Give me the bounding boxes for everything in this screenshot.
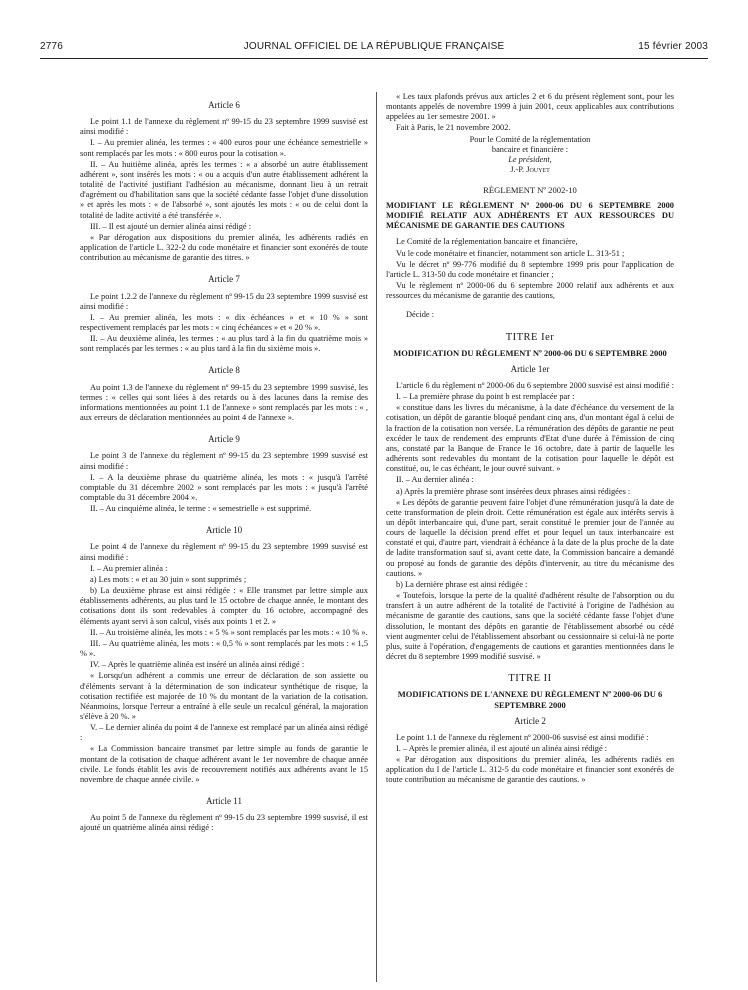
regulation-title: MODIFIANT LE RÈGLEMENT Nº 2000-06 DU 6 SEPTEMBRE 2000 MODIFIÉ RELATIF AUX ADHÉRENTS ET AUX RESSOURCES DU MÉCANISME DE GARANTIE DES CAUTIONS — [386, 201, 674, 231]
paragraph: Le point 1.2.2 de l'annexe du règlement nº 99-15 du 23 septembre 1999 susvisé est ainsi modifié : — [80, 291, 368, 311]
paragraph: L'article 6 du règlement nº 2000-06 du 6 septembre 2000 susvisé est ainsi modifié : — [396, 380, 674, 390]
article-8-heading: Article 8 — [208, 365, 240, 376]
paragraph: II. – Au dernier alinéa : — [396, 475, 474, 485]
paragraph: II. – Au deuxième alinéa, les termes : « au plus tard à la fin du quatrième mois » sont remplacés par les termes : « au plus tard à la fin du sixième mois ». — [80, 334, 368, 354]
paragraph: IV. – Après le quatrième alinéa est inséré un alinéa ainsi rédigé : — [90, 660, 305, 670]
article-2-heading: Article 2 — [514, 715, 546, 726]
paragraph: Vu le décret nº 99-776 modifié du 8 septembre 1999 pris pour l'application de l'article L. 313-50 du code monétaire et financier ; — [386, 259, 674, 279]
paragraph: Vu le règlement nº 2000-06 du 6 septembre 2000 relatif aux adhérents et aux ressources du mécanisme de garantie des cautions, — [386, 281, 674, 301]
place-date: Fait à Paris, le 21 novembre 2002. — [396, 123, 511, 133]
signature-role: Le président, — [508, 154, 552, 164]
article-7-heading: Article 7 — [208, 274, 240, 285]
right-column — [386, 92, 674, 982]
titre-2-subtitle: MODIFICATIONS DE L'ANNEXE DU RÈGLEMENT Nº 2000-06 DU 6 SEPTEMBRE 2000 — [397, 689, 663, 710]
paragraph: a) Après la première phrase sont insérées deux phrases ainsi rédigées : — [396, 486, 631, 496]
paragraph: I. – Après le premier alinéa, il est ajouté un alinéa ainsi rédigé : — [396, 743, 608, 753]
article-11-heading: Article 11 — [206, 796, 242, 807]
paragraph: Le Comité de la réglementation bancaire et financière, — [396, 237, 578, 247]
paragraph: I. – La première phrase du point b est remplacée par : — [396, 392, 575, 402]
paragraph: II. – Au troisième alinéa, les mots : « 5 % » sont remplacés par les mots : « 10 % ». — [90, 627, 368, 637]
article-1-heading: Article 1er — [510, 363, 550, 374]
paragraph: Le point 4 de l'annexe du règlement nº 99-15 du 23 septembre 1999 susvisé est ainsi modifié : — [80, 542, 368, 562]
paragraph: III. – Il est ajouté un dernier alinéa ainsi rédigé : — [90, 221, 252, 231]
paragraph: « Les taux plafonds prévus aux articles 2 et 6 du présent règlement sont, pour les montants appelés de novembre 1999 à juin 2001, ceux applicables aux contributions appelées au 1er semestre 2001. » — [386, 92, 674, 122]
paragraph: I. – Au premier alinéa : — [90, 563, 168, 573]
paragraph: « Par dérogation aux dispositions du premier alinéa, les adhérents radiés en application du I de l'article L. 312-5 du code monétaire et financier sont exonérés de toute contribution au mécanisme de garantie des cautions. » — [386, 755, 674, 785]
paragraph: V. – Le dernier alinéa du point 4 de l'annexe est remplacé par un alinéa ainsi rédigé : — [80, 723, 368, 743]
paragraph: a) Les mots : « et au 30 juin » sont supprimés ; — [90, 574, 247, 584]
article-10-heading: Article 10 — [205, 525, 243, 536]
paragraph: Le point 3 de l'annexe du règlement nº 99-15 du 23 septembre 1999 susvisé est ainsi modifié : — [80, 451, 368, 471]
paragraph: « Toutefois, lorsque la perte de la qualité d'adhérent résulte de l'absorption ou du transfert à un autre adhérent de la totalité de l'activité à l'origine de l'adhésion au mécanisme de garantie des cautions, sans que la société cédante fasse l'objet d'une dissolution, le montant des dépôts en garantie de l'établissement absorbé ou cédé vient augmenter celui de l'établissement absorbant ou cessionnaire si celui-là ne porte plus, suite à l'opération, d'engagements de cautions et garanties mentionnées dans le décret du 8 septembre 1999 modifié susvisé. » — [386, 591, 674, 662]
paragraph: « Les dépôts de garantie peuvent faire l'objet d'une rémunération jusqu'à la date de cette transformation de plein droit. Cette rémunération est égale aux intérêts servis à un dépôt interbancaire qui, d'une part, serait constitué le premier jour de l'année au cours de laquelle la décision prend effet et pour lequel un taux interbancaire est constaté et qui, d'autre part, viendrait à échéance à la date de la plus proche de la date de ladite transformation sauf si, avant cette date, la Commission bancaire a demandé ou proposé au fonds de garantie des dépôts d'intervenir, au titre du mécanisme des cautions. » — [386, 497, 674, 578]
paragraph: Au point 5 de l'annexe du règlement nº 99-15 du 23 septembre 1999 susvisé, il est ajouté un quatrième alinéa ainsi rédigé : — [80, 813, 368, 833]
paragraph: Le point 1.1 de l'annexe du règlement nº 2000-06 susvisé est ainsi modifié : — [396, 732, 649, 742]
left-column — [80, 92, 368, 982]
paragraph: II. – Au cinquième alinéa, le terme : « semestrielle » est supprimé. — [90, 504, 312, 514]
issue-date: 15 février 2003 — [638, 41, 708, 52]
regulation-number: RÈGLEMENT Nº 2002-10 — [483, 185, 577, 196]
paragraph: Le point 1.1 de l'annexe du règlement nº 99-15 du 23 septembre 1999 susvisé est ainsi modifié : — [80, 117, 368, 137]
paragraph: Vu le code monétaire et financier, notamment son article L. 313-51 ; — [396, 248, 625, 258]
decide-label: Décide : — [406, 310, 435, 320]
article-6-heading: Article 6 — [208, 100, 240, 110]
paragraph: I. – Au premier alinéa, les mots : « dix échéances » et « 10 % » sont respectivement remplacés par les mots : « cinq échéances » et « 20 % ». — [80, 312, 368, 332]
paragraph: « La Commission bancaire transmet par lettre simple au fonds de garantie le montant de la cotisation de chaque adhérent avant le 1er novembre de chaque année civile. Le fonds établit les avis de recouvrement notifiés aux adhérents avant le 15 novembre de chaque année civile. » — [80, 744, 368, 784]
paragraph: b) La dernière phrase est ainsi rédigée : — [396, 579, 528, 589]
journal-title: JOURNAL OFFICIEL DE LA RÉPUBLIQUE FRANÇAISE — [243, 41, 505, 52]
article-9-heading: Article 9 — [208, 434, 240, 445]
titre-1-heading: TITRE Ier — [505, 331, 555, 343]
paragraph: III. – Au quatrième alinéa, les mots : « 0,5 % » sont remplacés par les mots : « 1,5 % ». — [80, 638, 368, 659]
signatory-name: J.-P. Jouyet — [510, 165, 550, 175]
page-number: 2776 — [40, 41, 64, 52]
signature-line: Pour le Comité de la réglementation — [469, 134, 591, 144]
signature-line: bancaire et financière : — [491, 144, 569, 154]
column-divider — [376, 92, 377, 982]
page-header — [40, 38, 708, 59]
paragraph: « Par dérogation aux dispositions du premier alinéa, les adhérents radiés en application de l'article L. 322-2 du code monétaire et financier sont exonérés de toute contribution au mécanisme de garantie des titres. » — [80, 232, 368, 263]
paragraph: I. – A la deuxième phrase du quatrième alinéa, les mots : « jusqu'à l'arrêté comptable du 31 décembre 2002 » sont remplacés par les mots : « jusqu'à l'arrêté comptable du 31 décembre 2004 ». — [80, 472, 368, 502]
paragraph: b) La deuxième phrase est ainsi rédigée : « Elle transmet par lettre simple aux établissements adhérents, au plus tard le 15 octobre de chaque année, le montant des cotisations dont ils sont redevables à compter du 16 octobre, accompagné des éléments ayant servi à son calcul, visés aux points 1 et 2. » — [80, 586, 368, 626]
paragraph: II. – Au huitième alinéa, après les termes : « a absorbé un autre établissement adhérent », sont insérés les mots : « ou a acquis d'un autre établissement adhérent la totalité de l'activité justifiant l'adhésion au mécanisme, donnant lieu à un retrait d'agrément ou d'habilitation sans que la société cédante fasse l'objet d'une dissolution » et après les mots : « de l'absorbé », sont ajoutés les mots : « ou de celui dont la totalité de ladite activité a été transférée ». — [80, 159, 368, 220]
titre-1-subtitle: MODIFICATION DU RÈGLEMENT Nº 2000-06 DU 6 SEPTEMBRE 2000 — [393, 347, 667, 358]
paragraph: « constitue dans les livres du mécanisme, à la date d'échéance du versement de la cotisation, un dépôt de garantie bloqué pendant cinq ans, d'un montant égal à celui de la fraction de la cotisation non versée. La rémunération des dépôts de garantie ne peut excéder le taux de rendement des emprunts d'Etat d'une durée à l'émission de cinq ans, constaté par la Banque de France le 16 octobre, date à partir de laquelle les adhérents sont redevables du montant de la cotisation pour laquelle le dépôt est constitué, ou, le cas échéant, le jour ouvré suivant. » — [386, 403, 674, 474]
paragraph: « Lorsqu'un adhérent a commis une erreur de déclaration de son assiette ou d'éléments servant à la détermination de son indicateur synthétique de risque, la cotisation rectifiée est majorée de 10 % du montant de la variation de la cotisation. Néanmoins, lorsque l'erreur a entraîné à elle seule un recalcul général, la majoration s'élève à 20 %. » — [80, 671, 368, 721]
paragraph: I. – Au premier alinéa, les termes : « 400 euros pour une échéance semestrielle » sont remplacés par les mots : « 800 euros pour la cotisation ». — [80, 138, 368, 158]
titre-2-heading: TITRE II — [508, 673, 552, 685]
paragraph: Au point 1.3 de l'annexe du règlement nº 99-15 du 23 septembre 1999 susvisé, les termes : « celles qui sont liées à des retards ou à des lacunes dans la remise des informations mentionnées au point 1.1 de l'annexe » sont remplacés par les mots : « , aux erreurs de déclaration mentionnées au point 4 de l'annexe ». — [80, 382, 368, 423]
